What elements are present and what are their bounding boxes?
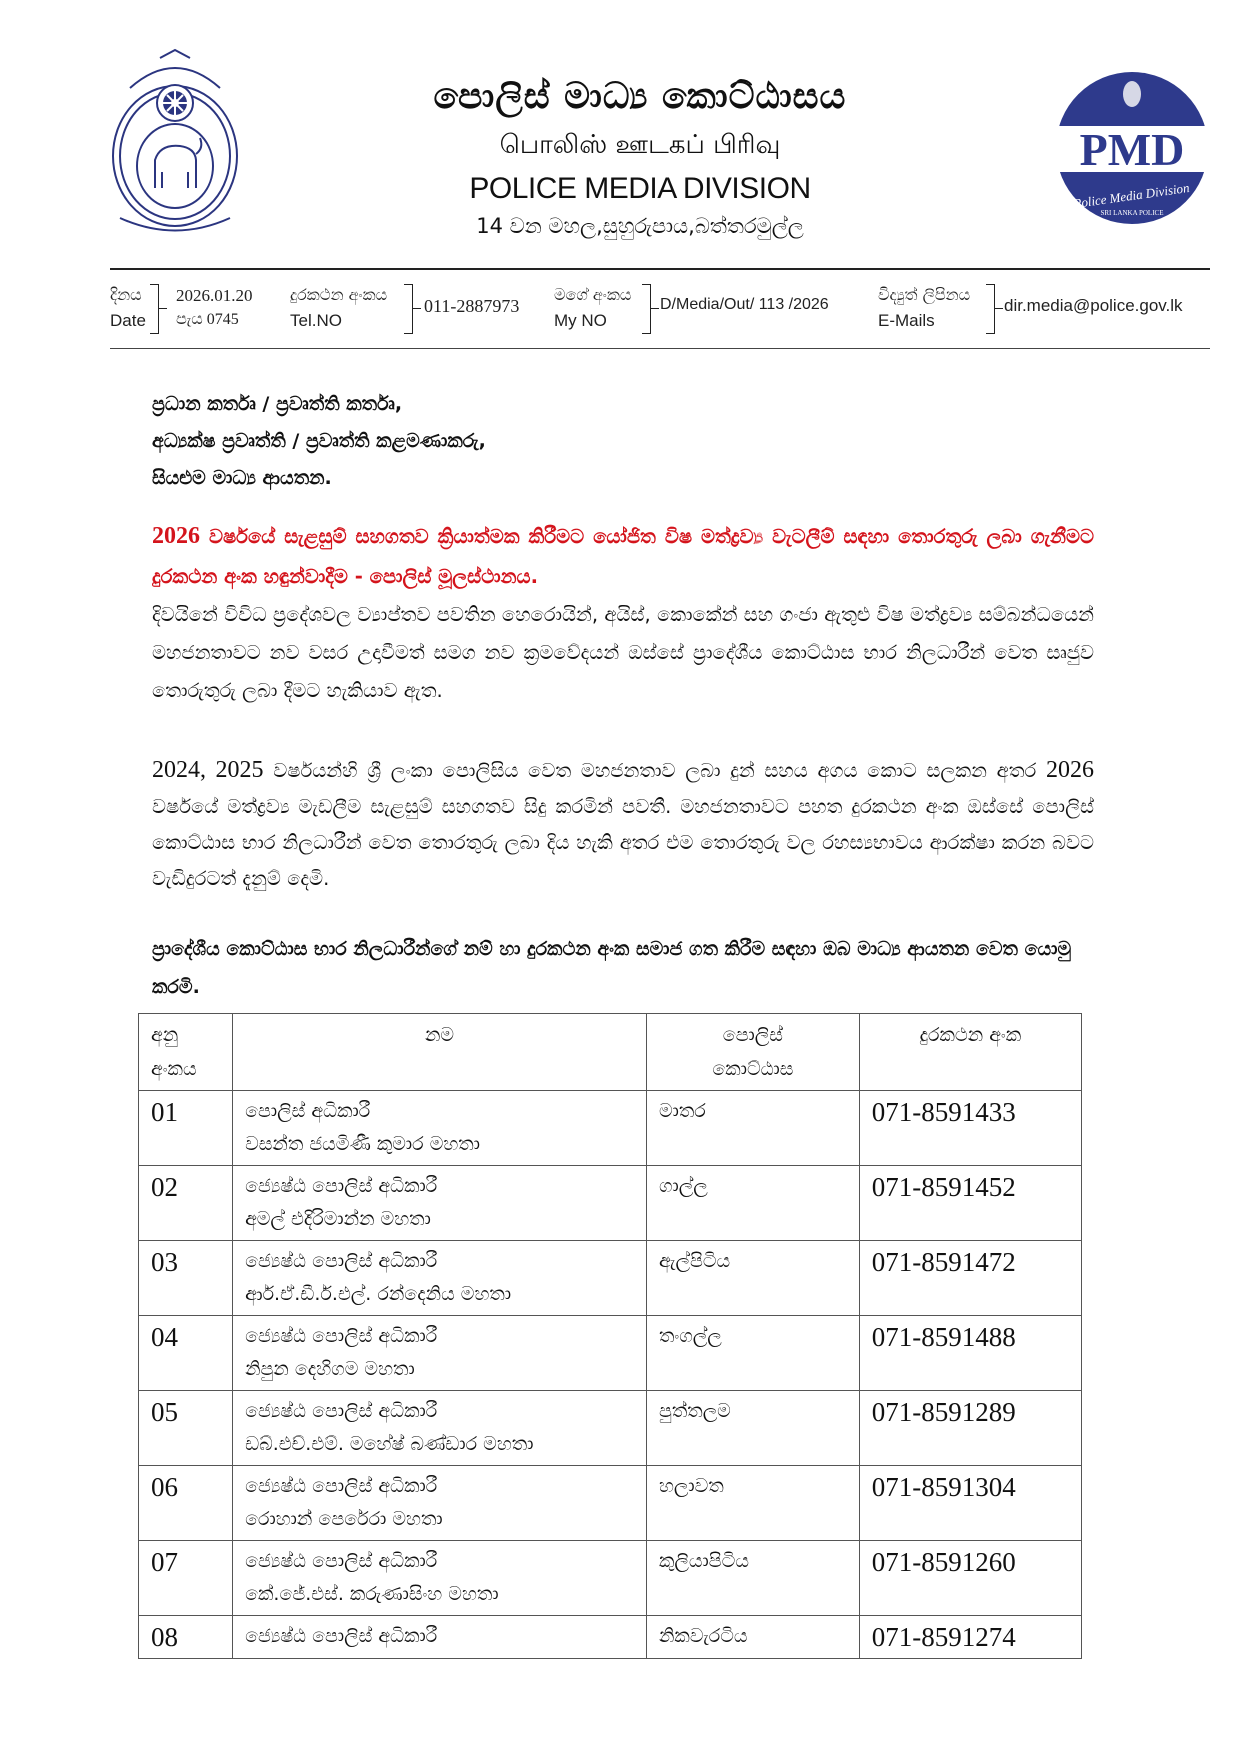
tel-label-si: දුරකථන අංකය bbox=[290, 285, 388, 304]
tel-label bbox=[290, 282, 387, 334]
phone-number: 071-8591260 bbox=[859, 1541, 1081, 1616]
police-emblem-icon bbox=[100, 48, 250, 238]
date-bracket bbox=[150, 284, 159, 334]
officer-rank: ජ්‍යෙෂ්ඨ පොලිස් අධිකාරී bbox=[245, 1250, 438, 1272]
myno-label-en: My NO bbox=[554, 311, 607, 330]
addressee-line: සියළුම මාධ්‍ය ආයතන. bbox=[152, 467, 332, 489]
table-row bbox=[139, 1391, 1082, 1466]
phone-number: 071-8591472 bbox=[859, 1241, 1081, 1316]
svg-text:PMD: PMD bbox=[1079, 124, 1185, 175]
row-number: 06 bbox=[139, 1466, 233, 1541]
officer-name: නිපුන දෙහිගම මහතා bbox=[245, 1358, 415, 1380]
table-row bbox=[139, 1616, 1082, 1659]
officer-name: ආර්.ඒ.ඩී.ර්.එල්. රන්දෙනිය මහතා bbox=[245, 1283, 512, 1305]
phone-number: 071-8591452 bbox=[859, 1166, 1081, 1241]
table-row bbox=[139, 1166, 1082, 1241]
officer-cell bbox=[233, 1541, 647, 1616]
pmd-logo bbox=[1052, 62, 1212, 234]
title-tamil: பொலிஸ் ஊடகப் பிரிவு bbox=[499, 130, 781, 160]
division-name: ඇල්පිටිය bbox=[646, 1241, 859, 1316]
phone-number: 071-8591433 bbox=[859, 1091, 1081, 1166]
date-label-si: දිනය bbox=[110, 285, 142, 304]
row-number: 08 bbox=[139, 1616, 233, 1659]
officer-rank: ජ්‍යෙෂ්ඨ පොලිස් අධිකාරී bbox=[245, 1550, 438, 1572]
phone-number: 071-8591488 bbox=[859, 1316, 1081, 1391]
subject-heading bbox=[152, 516, 1094, 597]
division-name: හලාවත bbox=[646, 1466, 859, 1541]
date-value: 2026.01.20 bbox=[176, 286, 253, 305]
officer-cell bbox=[233, 1091, 647, 1166]
email-bracket bbox=[986, 284, 995, 334]
header-division-line2: කොට්ඨාස bbox=[712, 1058, 794, 1080]
table-row bbox=[139, 1241, 1082, 1316]
body-paragraph-2 bbox=[152, 752, 1094, 897]
para2-text-b: වර්ෂයේ මත්ද්‍රව්‍ය මැඩලීම සැළසුම් සහගතව සිදු කරමින් පවතී. මහජනතාවට පහත දුරකථන අංක ඔස්සේ පොලිස් කොට්ඨාස භාර නිලධාරීන් වෙත තොරතුරු ලබා දිය හැකි අතර එම තොරතුරු වල රහස්‍යභාවය ආරක්ෂා කරන බවට වැඩිදුරටත් දැනුම් දෙමි. bbox=[152, 795, 1094, 890]
row-number: 02 bbox=[139, 1166, 233, 1241]
myno-label bbox=[554, 282, 631, 334]
officer-contact-table bbox=[138, 1013, 1082, 1659]
phone-number: 071-8591274 bbox=[859, 1616, 1081, 1659]
officer-name: වසන්ත ජයමිණී කුමාර මහතා bbox=[245, 1133, 480, 1155]
date-label bbox=[110, 282, 146, 334]
officer-cell bbox=[233, 1391, 647, 1466]
table-row bbox=[139, 1316, 1082, 1391]
row-number: 01 bbox=[139, 1091, 233, 1166]
subject-year: 2026 bbox=[152, 523, 200, 549]
para2-year: 2026 bbox=[1046, 757, 1095, 783]
officer-cell bbox=[233, 1316, 647, 1391]
division-name: කුලියාපිටිය bbox=[646, 1541, 859, 1616]
row-number: 07 bbox=[139, 1541, 233, 1616]
email-label-si: විද්‍යුත් ලිපිනය bbox=[878, 285, 971, 304]
pmd-badge-icon bbox=[1052, 62, 1212, 234]
header-divider-bottom bbox=[110, 348, 1210, 349]
addressee-line: අධ්‍යක්ෂ ප්‍රවෘත්ති / ප්‍රවෘත්ති කළමණාකරු, bbox=[152, 430, 486, 452]
myno-label-si: මගේ අංකය bbox=[554, 285, 632, 304]
phone-number: 071-8591289 bbox=[859, 1391, 1081, 1466]
officer-name: අමල් එදිරිමාන්න මහතා bbox=[245, 1208, 431, 1230]
header-serial-no-line2: අංකය bbox=[151, 1058, 197, 1080]
row-number: 05 bbox=[139, 1391, 233, 1466]
office-address: 14 වන මහල,සුහුරුපාය,බත්තරමුල්ල bbox=[476, 214, 804, 238]
tel-bracket bbox=[404, 284, 413, 334]
row-number: 03 bbox=[139, 1241, 233, 1316]
division-name: මාතර bbox=[646, 1091, 859, 1166]
title-sinhala: පොලිස් මාධ්‍ය කොට්ඨාසය bbox=[433, 76, 847, 117]
officer-rank: ජ්‍යෙෂ්ඨ පොලිස් අධිකාරී bbox=[245, 1475, 438, 1497]
officer-cell bbox=[233, 1466, 647, 1541]
officer-rank: ජ්‍යෙෂ්ඨ පොලිස් අධිකාරී bbox=[245, 1400, 438, 1422]
addressee-block bbox=[152, 386, 1094, 497]
header-serial-no bbox=[139, 1014, 233, 1091]
officer-cell bbox=[233, 1241, 647, 1316]
division-name: නිකවැරටිය bbox=[646, 1616, 859, 1659]
table-row bbox=[139, 1466, 1082, 1541]
myno-bracket bbox=[642, 284, 651, 334]
tel-value: 011-2887973 bbox=[424, 296, 520, 316]
title-english: POLICE MEDIA DIVISION bbox=[469, 172, 811, 205]
tel-label-en: Tel.NO bbox=[290, 311, 342, 330]
email-label bbox=[878, 282, 970, 334]
officer-rank: ජ්‍යෙෂ්ඨ පොලිස් අධිකාරී bbox=[245, 1325, 438, 1347]
myno-value: D/Media/Out/ 113 /2026 bbox=[660, 296, 829, 313]
body-paragraph-1: දිවයිනේ විවිධ ප්‍රදේශවල ව්‍යාප්තව පවතින හෙරොයින්, අයිස්, කොකේන් සහ ගංජා ඇතුළු විෂ මත්ද්‍රව්‍ය සම්බන්ධයෙන් මහජනතාවට නව වසර උදාවීමත් සමග නව ක්‍රමවේදයන් ඔස්සේ ප්‍රාදේශීය කොට්ඨාස භාර නිලධාරීන් වෙත සෘජුව තොරුතුරු ලබා දීමට හැකියාව ඇත. bbox=[152, 603, 1094, 702]
time-value: පැය 0745 bbox=[176, 311, 239, 328]
para2-years: 2024, 2025 bbox=[152, 757, 264, 783]
addressee-line: ප්‍රධාන කර්තෘ / ප්‍රවෘත්ති කර්තෘ, bbox=[152, 393, 403, 415]
division-name: පුත්තලම bbox=[646, 1391, 859, 1466]
division-name: ගාල්ල bbox=[646, 1166, 859, 1241]
subject-text: වර්ෂයේ සැළසුම් සහගතව ක්‍රියාත්මක කිරීමට යෝජිත විෂ මත්ද්‍රව්‍ය වැටලීම් සඳහා තොරතුරු ලබා ගැනීමට දුරකථන අංක හඳුන්වාදීම - පොලිස් මූලස්ථානය. bbox=[152, 525, 1094, 588]
svg-text:SRI LANKA POLICE: SRI LANKA POLICE bbox=[1100, 209, 1164, 217]
row-number: 04 bbox=[139, 1316, 233, 1391]
date-value-block bbox=[176, 284, 253, 332]
header-division bbox=[646, 1014, 859, 1091]
svg-text:Police Media Division: Police Media Division bbox=[1072, 179, 1191, 212]
officer-name: ඩබ්.එච්.එම්. මහේෂ් බණ්ඩාර මහතා bbox=[245, 1433, 534, 1455]
header-serial-no-line1: අනු bbox=[151, 1024, 179, 1046]
police-emblem-logo bbox=[100, 48, 250, 238]
table-row bbox=[139, 1091, 1082, 1166]
division-name: තංගල්ල bbox=[646, 1316, 859, 1391]
para2-text-a: වර්ෂයන්හි ශ්‍රී ලංකා පොලිසිය වෙත මහජනතාව ලබා දුන් සහය අගය කොට සලකන අතර bbox=[263, 759, 1047, 782]
email-label-en: E-Mails bbox=[878, 311, 935, 330]
officer-rank: ජ්‍යෙෂ්ඨ පොලිස් අධිකාරී bbox=[245, 1175, 438, 1197]
table-row bbox=[139, 1541, 1082, 1616]
date-label-en: Date bbox=[110, 311, 146, 330]
officer-rank: ජ්‍යෙෂ්ඨ පොලිස් අධිකාරී bbox=[245, 1625, 438, 1647]
officer-name: රොහාන් පෙරේරා මහතා bbox=[245, 1508, 443, 1530]
body-paragraph-3: ප්‍රාදේශීය කොට්ඨාස භාර නිලධාරීන්ගේ නම් හා දුරකථන අංක සමාජ ගත කිරීම සඳහා ඔබ මාධ්‍ය ආයතන වෙත යොමු කරමි. bbox=[152, 938, 1072, 998]
officer-name: කේ.ජේ.එස්. කරුණාසිංහ මහතා bbox=[245, 1583, 499, 1605]
header-name: නම bbox=[233, 1014, 647, 1091]
officer-cell bbox=[233, 1166, 647, 1241]
phone-number: 071-8591304 bbox=[859, 1466, 1081, 1541]
email-value[interactable]: dir.media@police.gov.lk bbox=[1004, 296, 1183, 315]
table-header-row bbox=[139, 1014, 1082, 1091]
header-phone: දුරකථන අංක bbox=[859, 1014, 1081, 1091]
officer-rank: පොලිස් අධිකාරී bbox=[245, 1100, 371, 1122]
header-division-line1: පොලිස් bbox=[722, 1024, 783, 1046]
officer-cell bbox=[233, 1616, 647, 1659]
header-divider-top bbox=[110, 268, 1210, 270]
